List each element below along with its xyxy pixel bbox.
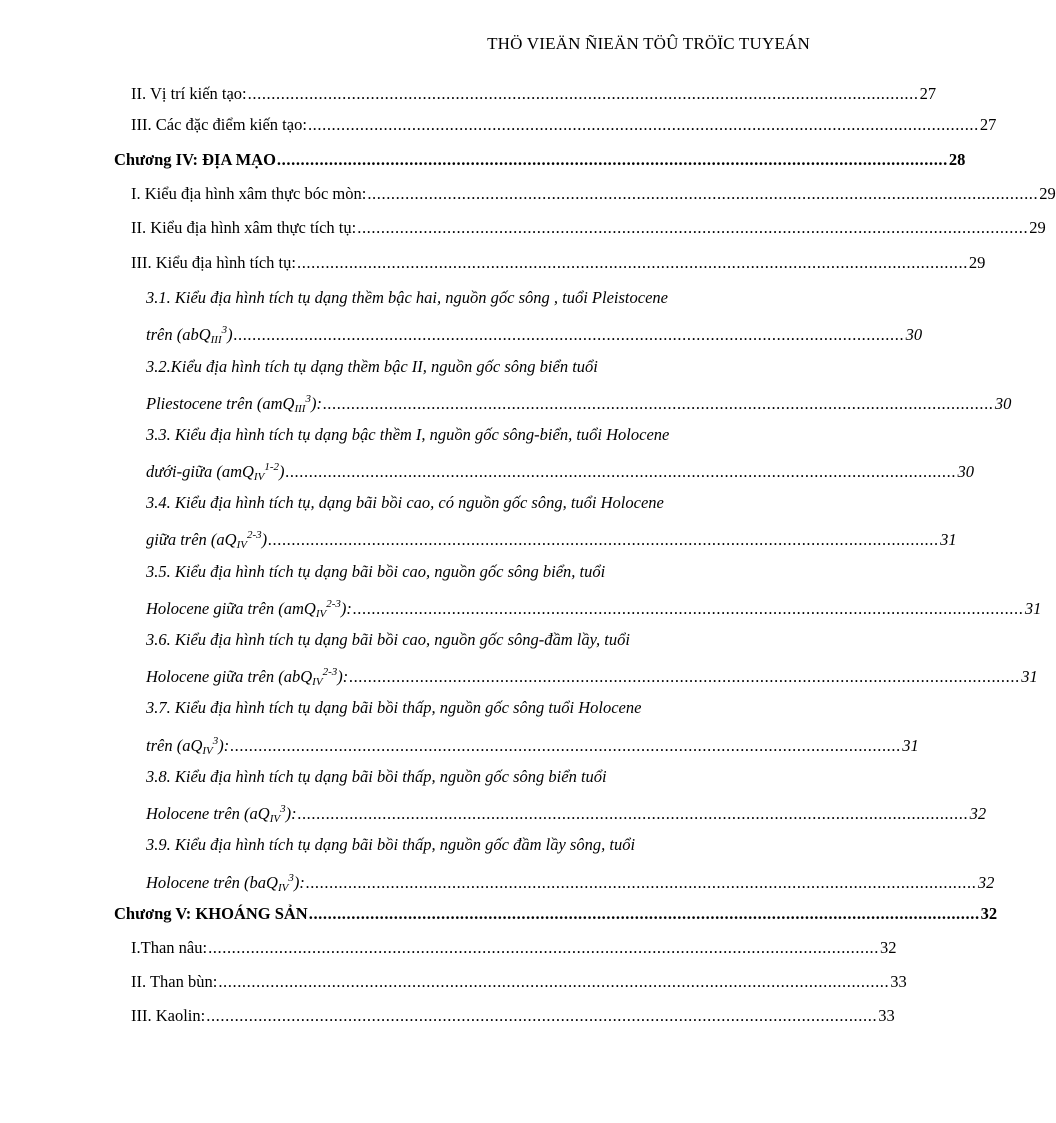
dot-leader: ..............................................................................................................................................	[357, 218, 1029, 237]
toc-page-number: 29	[1039, 184, 1056, 203]
toc-subentry-line1[interactable]: 3.2.Kiểu địa hình tích tụ dạng thềm bậc II, nguồn gốc sông biển tuổi	[146, 357, 598, 376]
toc-subentry[interactable]	[146, 453, 974, 483]
dot-leader: ..............................................................................................................................................	[322, 394, 994, 413]
toc-page-number: 32	[880, 938, 897, 957]
toc-page-number: 27	[919, 84, 937, 103]
toc-entry[interactable]	[131, 249, 986, 277]
toc-entry-title: trên (abQ$_{III}^3$)	[146, 324, 233, 346]
toc-page-number: 32	[977, 873, 995, 892]
toc-entry-title: III. Các đặc điểm kiến tạo:	[131, 115, 307, 134]
dot-leader: ..............................................................................................................................................	[218, 972, 890, 991]
toc-page-number: 30	[994, 394, 1012, 413]
dot-leader: ..............................................................................................................................................	[367, 184, 1039, 203]
toc-page-number: 32	[980, 904, 998, 923]
dot-leader: ..............................................................................................................................................	[307, 115, 979, 134]
toc-subentry-line1[interactable]: 3.6. Kiểu địa hình tích tụ dạng bãi bồi cao, nguồn gốc sông-đầm lầy, tuổi	[146, 630, 630, 649]
toc-entry-title: Holocene trên $(aQ_{IV}^3)$:	[146, 803, 297, 825]
toc-subentry-line1[interactable]: 3.8. Kiểu địa hình tích tụ dạng bãi bồi thấp, nguồn gốc sông biển tuổi	[146, 767, 607, 786]
dot-leader: ..............................................................................................................................................	[305, 873, 977, 892]
dot-leader: ..............................................................................................................................................	[285, 462, 957, 481]
toc-entry[interactable]	[131, 180, 1056, 208]
dot-leader: ..............................................................................................................................................	[208, 938, 880, 957]
toc-page-number: 31	[940, 530, 957, 549]
toc-entry-title: III. Kiểu địa hình tích tụ:	[131, 253, 296, 272]
toc-entry-title: I. Kiểu địa hình xâm thực bóc mòn:	[131, 184, 367, 203]
dot-leader: ..............................................................................................................................................	[297, 804, 969, 823]
toc-subentry-line1[interactable]: 3.1. Kiểu địa hình tích tụ dạng thềm bậc hai, nguồn gốc sông , tuổi Pleistocene	[146, 288, 668, 307]
toc-entry[interactable]	[131, 111, 997, 139]
toc-page-number: 31	[902, 736, 919, 755]
toc-page-number: 32	[969, 804, 987, 823]
dot-leader: ..............................................................................................................................................	[206, 1006, 878, 1025]
toc-entry[interactable]	[131, 214, 1046, 242]
toc-entry-title: Holocene trên (baQ$_{IV}^3$):	[146, 872, 305, 894]
toc-subentry-line1[interactable]: 3.3. Kiểu địa hình tích tụ dạng bậc thềm I, nguồn gốc sông-biển, tuổi Holocene	[146, 425, 670, 444]
toc-entry-title: Chương IV: ĐỊA MẠO	[114, 150, 276, 169]
toc-subentry-line1[interactable]: 3.5. Kiểu địa hình tích tụ dạng bãi bồi cao, nguồn gốc sông biển, tuổi	[146, 562, 606, 581]
dot-leader: ..............................................................................................................................................	[247, 84, 919, 103]
toc-subentry-line1[interactable]: 3.9. Kiểu địa hình tích tụ dạng bãi bồi thấp, nguồn gốc đầm lầy sông, tuổi	[146, 835, 636, 854]
dot-leader: ..............................................................................................................................................	[230, 736, 902, 755]
toc-subentry[interactable]	[146, 590, 1042, 620]
toc-page-number: 28	[948, 150, 966, 169]
toc-subentry-line1[interactable]: 3.4. Kiểu địa hình tích tụ, dạng bãi bồi cao, có nguồn gốc sông, tuổi Holocene	[146, 493, 664, 512]
toc-chapter-entry[interactable]	[114, 146, 966, 174]
toc-subentry[interactable]	[146, 864, 995, 894]
toc-entry-title: Chương V: KHOÁNG SẢN	[114, 904, 308, 923]
toc-entry-title: Pliestocene trên (amQ$_{III}^3$):	[146, 393, 322, 415]
toc-page-number: 27	[979, 115, 997, 134]
toc-subentry[interactable]	[146, 385, 1012, 415]
toc-subentry[interactable]	[146, 316, 923, 346]
toc-page-number: 31	[1021, 667, 1038, 686]
toc-entry-title: Holocene giữa trên (amQ$_{IV}^{2-3}$):	[146, 598, 352, 620]
toc-subentry[interactable]	[146, 521, 957, 551]
toc-subentry-line1[interactable]: 3.7. Kiểu địa hình tích tụ dạng bãi bồi thấp, nguồn gốc sông tuổi Holocene	[146, 698, 642, 717]
toc-page-number: 29	[1029, 218, 1046, 237]
dot-leader: ..............................................................................................................................................	[268, 530, 940, 549]
dot-leader: ..............................................................................................................................................	[352, 599, 1024, 618]
toc-entry[interactable]	[131, 80, 937, 108]
toc-chapter-entry[interactable]	[114, 900, 998, 928]
dot-leader: ..............................................................................................................................................	[349, 667, 1021, 686]
toc-entry[interactable]	[131, 934, 897, 962]
toc-subentry[interactable]	[146, 795, 987, 825]
dot-leader: ..............................................................................................................................................	[308, 904, 980, 923]
page-header: THÖ VIEÄN ÑIEÄN TÖÛ TRÖÏC TUYEÁN	[487, 34, 810, 53]
toc-entry-title: I.Than nâu:	[131, 938, 208, 957]
toc-page-number: 33	[890, 972, 907, 991]
toc-entry[interactable]	[131, 1002, 895, 1030]
toc-entry-title: giữa trên $(aQ_{IV}^{2-3})$	[146, 529, 268, 551]
toc-page-number: 29	[968, 253, 986, 272]
toc-subentry[interactable]	[146, 727, 919, 757]
toc-entry-title: II. Vị trí kiến tạo:	[131, 84, 247, 103]
dot-leader: ..............................................................................................................................................	[233, 325, 905, 344]
dot-leader: ..............................................................................................................................................	[276, 150, 948, 169]
toc-entry-title: Holocene giữa trên (abQ$_{IV}^{2-3}$):	[146, 666, 349, 688]
toc-entry[interactable]	[131, 968, 907, 996]
toc-entry-title: II. Than bùn:	[131, 972, 218, 991]
toc-entry-title: III. Kaolin:	[131, 1006, 206, 1025]
toc-page-number: 33	[878, 1006, 895, 1025]
toc-page-number: 31	[1024, 599, 1042, 618]
toc-subentry[interactable]	[146, 658, 1038, 688]
toc-entry-title: dưới-giữa (amQ$_{IV}^{1-2}$)	[146, 461, 285, 483]
dot-leader: ..............................................................................................................................................	[296, 253, 968, 272]
toc-entry-title: II. Kiểu địa hình xâm thực tích tụ:	[131, 218, 357, 237]
toc-page-number: 30	[957, 462, 974, 481]
toc-page-number: 30	[905, 325, 923, 344]
toc-entry-title: trên $(aQ_{IV}^3)$:	[146, 735, 230, 757]
